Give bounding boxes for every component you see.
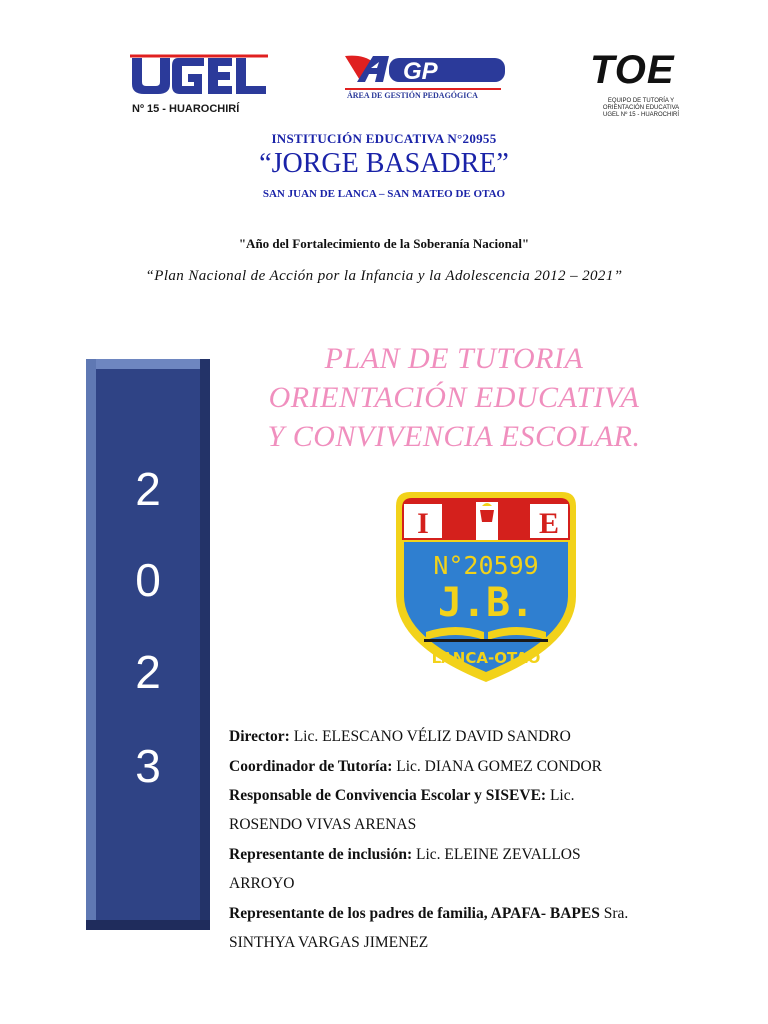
staff-inclusion-name: ARROYO — [229, 875, 295, 892]
school-crest — [386, 486, 586, 686]
staff-convivencia-name: ROSENDO VIVAS ARENAS — [229, 816, 417, 833]
crest-place: LANCA-OTAO — [431, 649, 541, 667]
plan-title-line-1: PLAN DE TUTORIA — [324, 342, 584, 375]
crest-letter-right: E — [538, 507, 560, 540]
institution-line: INSTITUCIÓN EDUCATIVA N°20955 — [271, 131, 497, 146]
crest-number: N°20599 — [433, 551, 539, 580]
year-block — [86, 359, 210, 930]
crest-initials: J.B. — [437, 580, 535, 626]
year-digit: 2 — [135, 646, 161, 698]
national-plan: “Plan Nacional de Acción por la Infancia y la Adolescencia 2012 – 2021” — [145, 268, 623, 284]
staff-parents: Representante de los padres de familia, APAFA- BAPES Sra. — [229, 905, 629, 922]
toe-logo — [586, 48, 696, 124]
svg-text:GP: GP — [403, 58, 438, 85]
staff-convivencia: Responsable de Convivencia Escolar y SISEVE: Lic. — [229, 787, 575, 804]
school-location: SAN JUAN DE LANCA – SAN MATEO DE OTAO — [262, 188, 506, 200]
staff-inclusion: Representante de inclusión: Lic. ELEINE ZEVALLOS — [229, 846, 581, 863]
plan-title-line-3: Y CONVIVENCIA ESCOLAR. — [267, 420, 641, 453]
staff-parents-name: SINTHYA VARGAS JIMENEZ — [229, 934, 429, 951]
year-digit: 3 — [135, 740, 161, 792]
ugel-logo — [128, 50, 270, 120]
toe-logo-wordmark: TOE — [590, 48, 675, 92]
staff-director: Director: Lic. ELESCANO VÉLIZ DAVID SANDRO — [229, 728, 571, 745]
ugel-logo-subtitle: Nº 15 - HUAROCHIRÍ — [132, 103, 240, 115]
crest-letter-left: I — [417, 507, 429, 540]
agp-logo-subtitle: ÁREA DE GESTIÓN PEDAGÓGICA — [347, 91, 478, 100]
staff-coordinator: Coordinador de Tutoría: Lic. DIANA GOMEZ CONDOR — [229, 758, 603, 775]
toe-logo-subtitle: EQUIPO DE TUTORÍA Y ORIENTACIÓN EDUCATIVA UGEL Nº 15 - HUAROCHIRÍ — [602, 98, 680, 118]
plan-title-line-2: ORIENTACIÓN EDUCATIVA — [268, 381, 640, 414]
year-digit: 2 — [135, 463, 161, 515]
school-name: “JORGE BASADRE” — [259, 148, 509, 179]
year-name: "Año del Fortalecimiento de la Soberanía Nacional" — [238, 236, 530, 251]
year-digit: 0 — [135, 554, 161, 606]
agp-logo — [343, 52, 511, 102]
